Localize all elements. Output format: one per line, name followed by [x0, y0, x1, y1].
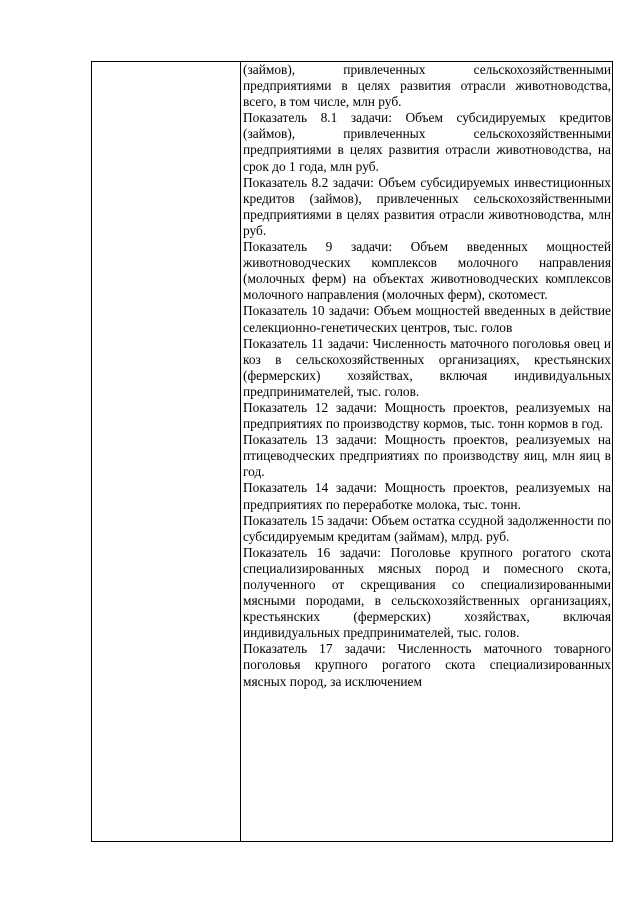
paragraph-indicator-9: Показатель 9 задачи: Объем введенных мощностей животноводческих комплексов молочного направления (молочных ферм) на объектах животноводческих комплексов молочного направления (молочных ферм), скотомест.: [243, 239, 611, 303]
paragraph-indicator-16: Показатель 16 задачи: Поголовье крупного рогатого скота специализированных мясных пород и помесного скота, полученного от скрещивания со специализированными мясными породами, в сельскохозяйственных организациях, крестьянских (фермерских) хозяйствах, включая индивидуальных предпринимателей, тыс. голов.: [243, 544, 611, 641]
paragraph-indicator-11: Показатель 11 задачи: Численность маточного поголовья овец и коз в сельскохозяйственных организациях, крестьянских (фермерских) хозяйствах, включая индивидуальных предпринимателей, тыс. голов.: [243, 335, 611, 399]
paragraph-indicator-14: Показатель 14 задачи: Мощность проектов, реализуемых на предприятиях по переработке молока, тыс. тонн.: [243, 480, 611, 512]
table-cell-left: [92, 62, 240, 841]
paragraph-indicator-15: Показатель 15 задачи: Объем остатка ссудной задолженности по субсидируемым кредитам (займам), млрд. руб.: [243, 512, 611, 544]
paragraph-indicator-10: Показатель 10 задачи: Объем мощностей введенных в действие селекционно-генетических центров, тыс. голов: [243, 303, 611, 335]
paragraph-indicator-13: Показатель 13 задачи: Мощность проектов, реализуемых на птицеводческих предприятиях по производству яиц, млн яиц в год.: [243, 432, 611, 480]
paragraph-indicator-8-2: Показатель 8.2 задачи: Объем субсидируемых инвестиционных кредитов (займов), привлеченных сельскохозяйственными предприятиями в целях развития отрасли животноводства, млн руб.: [243, 174, 611, 238]
document-table: [91, 61, 613, 842]
paragraph-indicator-8-1: Показатель 8.1 задачи: Объем субсидируемых кредитов (займов), привлеченных сельскохозяйственными предприятиями в целях развития отрасли животноводства, на срок до 1 года, млн руб.: [243, 110, 611, 174]
paragraph-indicator-17: Показатель 17 задачи: Численность маточного товарного поголовья крупного рогатого скота специализированных мясных пород, за исключением: [243, 641, 611, 689]
paragraph-indicator-12: Показатель 12 задачи: Мощность проектов, реализуемых на предприятиях по производству кормов, тыс. тонн кормов в год.: [243, 399, 611, 432]
table-cell-right: [243, 62, 611, 841]
paragraph-indicator-8-continued: (займов), привлеченных сельскохозяйственными предприятиями в целях развития отрасли животноводства, всего, в том числе, млн руб.: [243, 62, 611, 110]
column-divider: [240, 62, 241, 841]
